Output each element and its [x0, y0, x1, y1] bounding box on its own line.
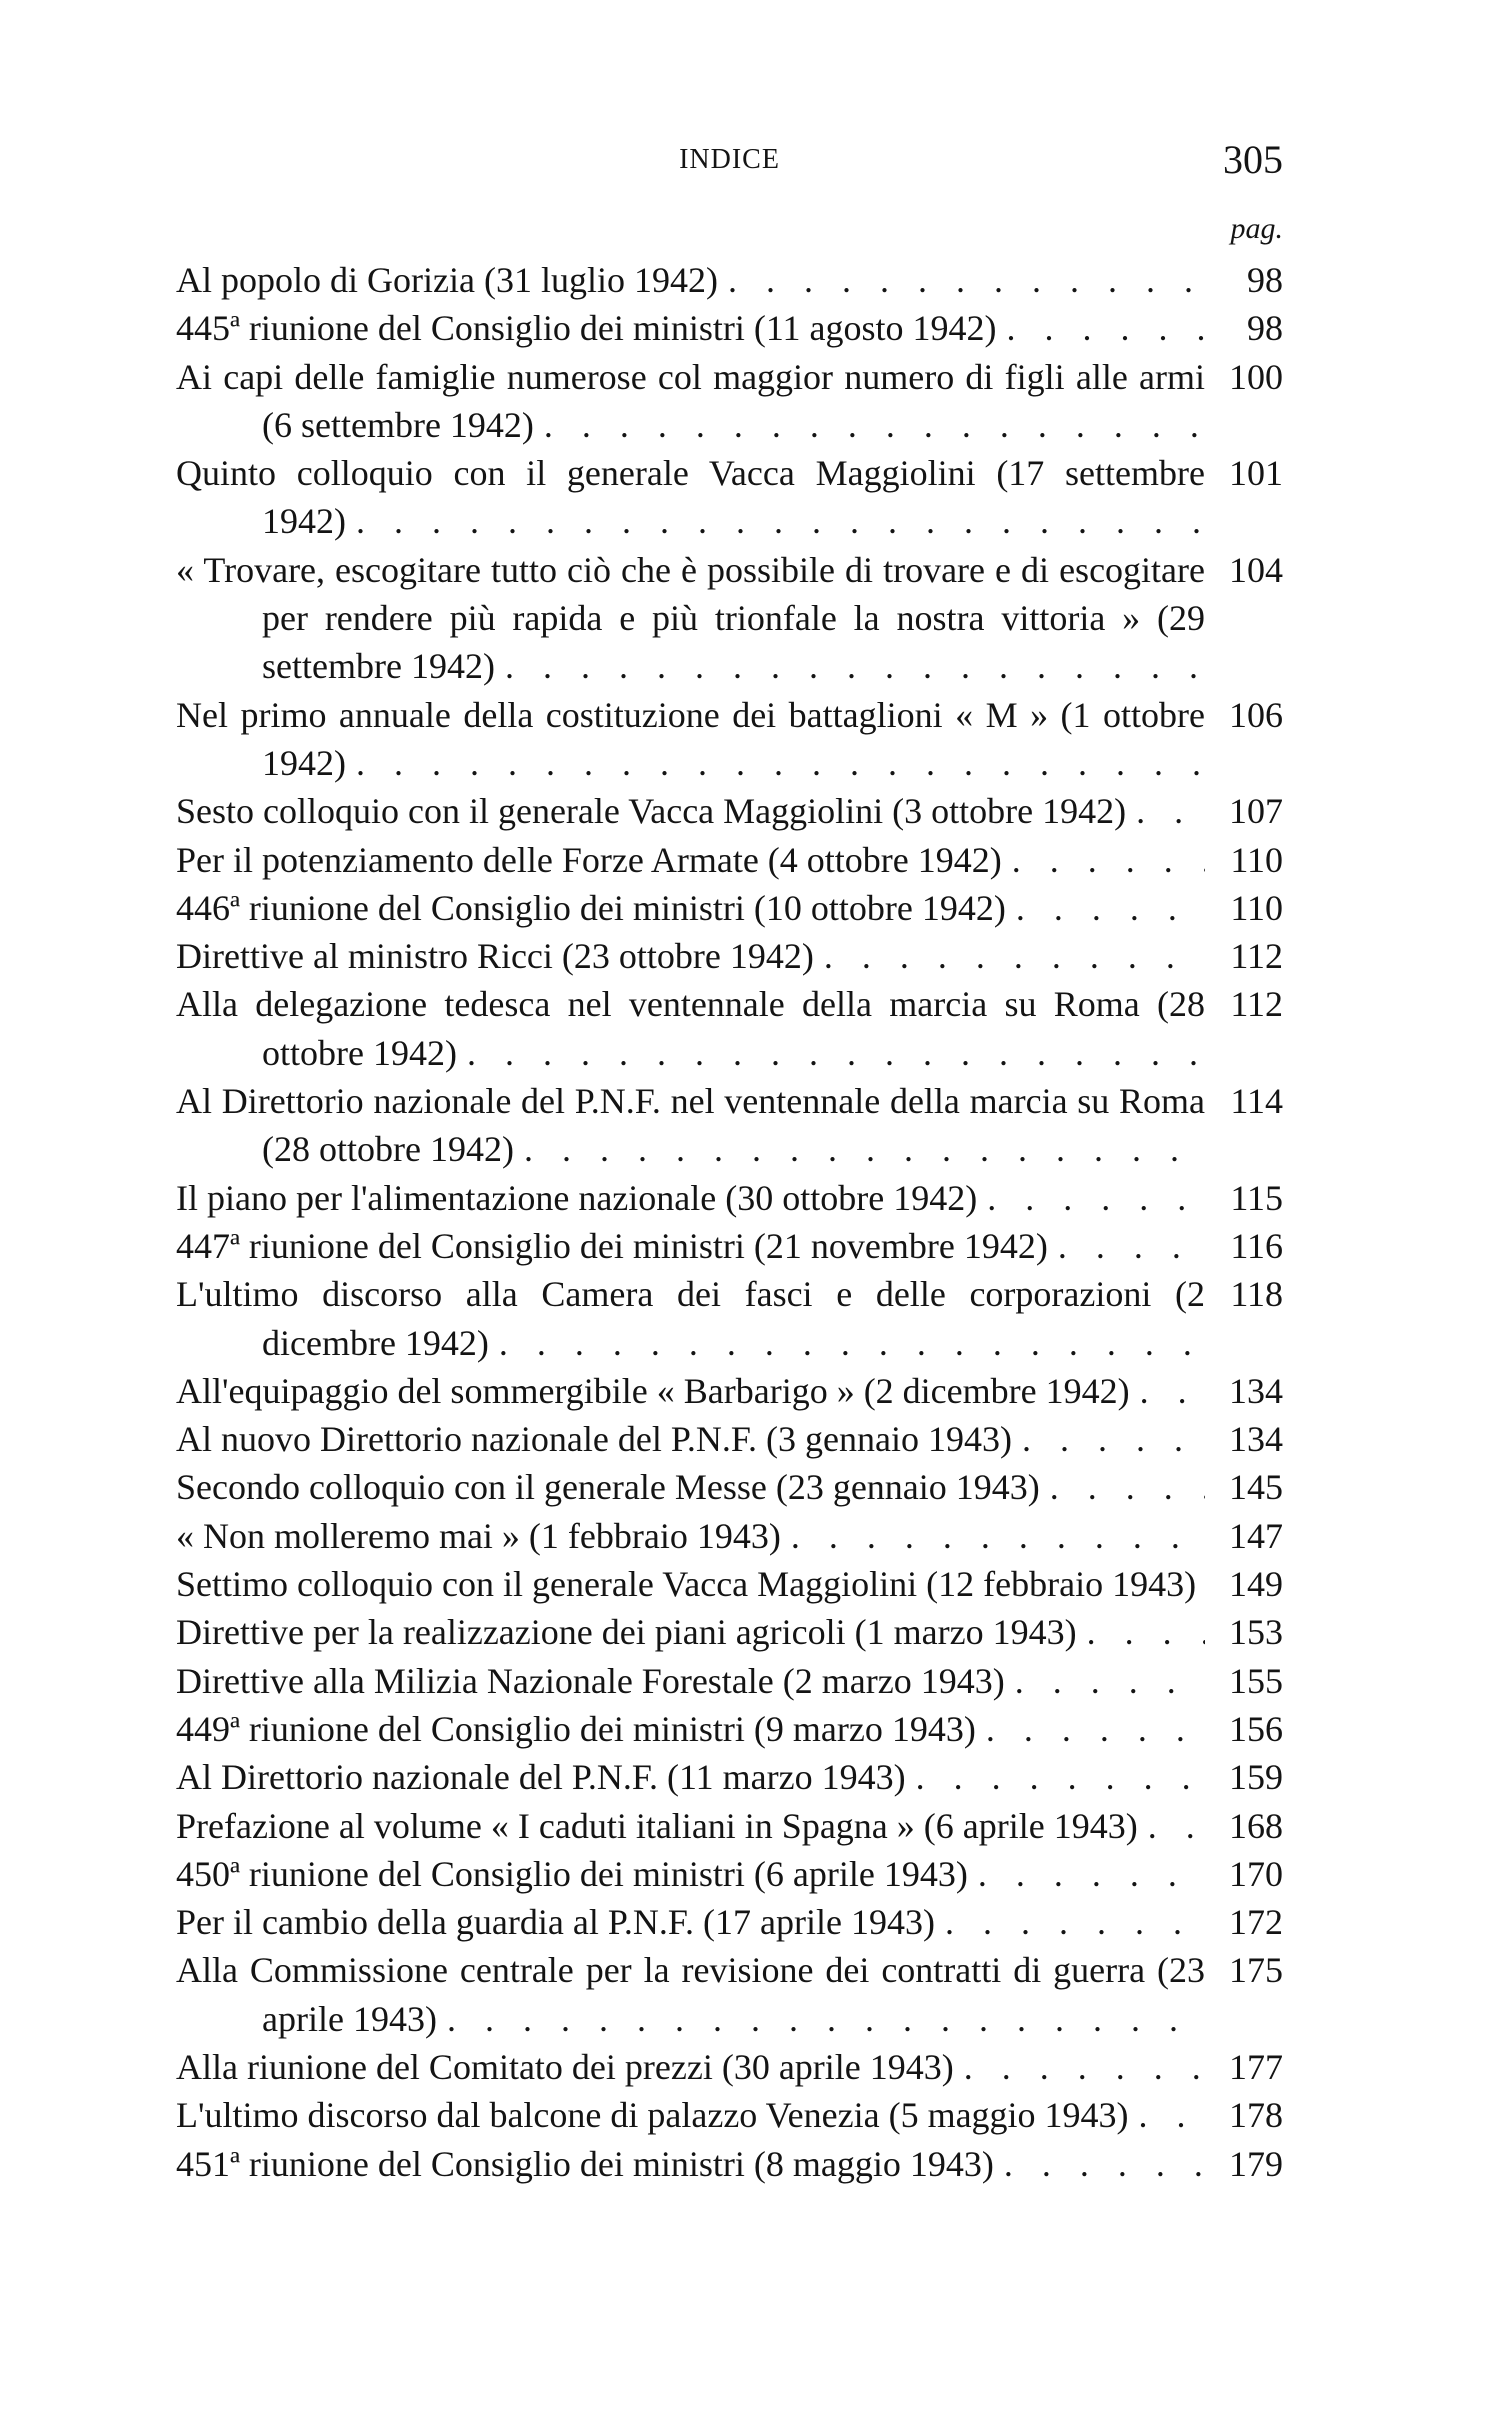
- toc-entry-title-block: [176, 1512, 1205, 1560]
- toc-entry-page: 107: [1205, 787, 1283, 835]
- toc-entry-title: 445ª riunione del Consiglio dei ministri (11 agosto 1942): [176, 308, 1003, 348]
- toc-entry-title: Per il cambio della guardia al P.N.F. (17 aprile 1943): [176, 1902, 941, 1942]
- toc-entry-page: 116: [1205, 1222, 1283, 1270]
- toc-entry-title-block: [176, 353, 1205, 450]
- toc-entry-title: Sesto colloquio con il generale Vacca Maggiolini (3 ottobre 1942): [176, 791, 1132, 831]
- toc-entry-title-block: [176, 546, 1205, 691]
- toc-entry-title: 447ª riunione del Consiglio dei ministri (21 novembre 1942): [176, 1226, 1054, 1266]
- toc-entry-title-block: [176, 304, 1205, 352]
- toc-entry-title: Al Direttorio nazionale del P.N.F. (11 marzo 1943): [176, 1757, 912, 1797]
- toc-entry-title-block: [176, 836, 1205, 884]
- toc-entry-title-block: [176, 932, 1205, 980]
- toc-entry-page: 145: [1205, 1463, 1283, 1511]
- toc-entry-title: 450ª riunione del Consiglio dei ministri (6 aprile 1943): [176, 1854, 974, 1894]
- toc-entry-page: 147: [1205, 1512, 1283, 1560]
- toc-entry-page: 172: [1205, 1898, 1283, 1946]
- toc-entry-title: Alla Commissione centrale per la revisione dei contratti di guerra (23 aprile 1943): [176, 1950, 1205, 2039]
- toc-entry-page: 115: [1205, 1174, 1283, 1222]
- toc-entry-page: 153: [1205, 1608, 1283, 1656]
- toc-entry-page: 104: [1205, 546, 1283, 594]
- toc-entry-title: Secondo colloquio con il generale Messe (23 gennaio 1943): [176, 1467, 1046, 1507]
- toc-entry: [176, 546, 1283, 691]
- toc-entry-title: Quinto colloquio con il generale Vacca Maggiolini (17 settembre 1942): [176, 453, 1205, 542]
- toc-entry: [176, 2043, 1283, 2091]
- toc-entry: [176, 884, 1283, 932]
- toc-entry-page: 118: [1205, 1270, 1283, 1318]
- toc-entry-page: 178: [1205, 2091, 1283, 2139]
- toc-entry-title: Nel primo annuale della costituzione dei battaglioni « M » (1 ottobre 1942): [176, 694, 1205, 783]
- toc-entry: [176, 2140, 1283, 2188]
- toc-entry: [176, 1415, 1283, 1463]
- toc-entry-page: 110: [1205, 884, 1283, 932]
- toc-entry: [176, 1512, 1283, 1560]
- toc-entry-title-block: [176, 1705, 1205, 1753]
- toc-entry-title: Direttive alla Milizia Nazionale Forestale (2 marzo 1943): [176, 1661, 1011, 1701]
- toc-entry: [176, 1174, 1283, 1222]
- toc-entry-title-block: [176, 1463, 1205, 1511]
- toc-entry-title-block: [176, 1415, 1205, 1463]
- toc-entry-page: 149: [1205, 1560, 1283, 1608]
- toc-entry-title: L'ultimo discorso alla Camera dei fasci e delle corporazioni (2 dicembre 1942): [176, 1274, 1205, 1363]
- table-of-contents: [176, 256, 1283, 2188]
- toc-entry: [176, 836, 1283, 884]
- toc-entry-title-block: [176, 787, 1205, 835]
- toc-entry-page: 98: [1205, 304, 1283, 352]
- toc-entry-title: Alla riunione del Comitato dei prezzi (30 aprile 1943): [176, 2047, 960, 2087]
- toc-entry-title: Direttive per la realizzazione dei piani agricoli (1 marzo 1943): [176, 1612, 1083, 1652]
- toc-entry-title-block: [176, 2043, 1205, 2091]
- toc-entry-page: 101: [1205, 449, 1283, 497]
- toc-entry-title-block: [176, 1657, 1205, 1705]
- toc-entry-title-block: [176, 1608, 1205, 1656]
- toc-entry-title: Al Direttorio nazionale del P.N.F. nel ventennale della marcia su Roma (28 ottobre 1942): [176, 1081, 1205, 1170]
- toc-entry: [176, 1270, 1283, 1367]
- toc-entry-title: Il piano per l'alimentazione nazionale (30 ottobre 1942): [176, 1178, 983, 1218]
- toc-entry-title: Per il potenziamento delle Forze Armate (4 ottobre 1942): [176, 840, 1008, 880]
- toc-entry-title: Alla delegazione tedesca nel ventennale della marcia su Roma (28 ottobre 1942): [176, 984, 1205, 1073]
- toc-entry-page: 177: [1205, 2043, 1283, 2091]
- toc-entry-title-block: [176, 1367, 1205, 1415]
- toc-entry-page: 170: [1205, 1850, 1283, 1898]
- toc-entry-title-block: [176, 1174, 1205, 1222]
- toc-entry: [176, 1657, 1283, 1705]
- toc-entry: [176, 691, 1283, 788]
- toc-entry-page: 179: [1205, 2140, 1283, 2188]
- toc-entry-title-block: [176, 1270, 1205, 1367]
- toc-entry: [176, 256, 1283, 304]
- toc-entry: [176, 1753, 1283, 1801]
- toc-entry-page: 112: [1205, 980, 1283, 1028]
- toc-entry-title-block: [176, 1850, 1205, 1898]
- toc-entry-title: Settimo colloquio con il generale Vacca Maggiolini (12 febbraio 1943): [176, 1564, 1202, 1604]
- toc-entry-title: L'ultimo discorso dal balcone di palazzo Venezia (5 maggio 1943): [176, 2095, 1135, 2135]
- toc-entry-title-block: [176, 1222, 1205, 1270]
- toc-entry: [176, 1463, 1283, 1511]
- running-title: INDICE: [679, 144, 780, 175]
- toc-entry-title-block: [176, 1753, 1205, 1801]
- toc-entry-title: 449ª riunione del Consiglio dei ministri (9 marzo 1943): [176, 1709, 982, 1749]
- toc-entry-page: 114: [1205, 1077, 1283, 1125]
- toc-entry: [176, 1946, 1283, 2043]
- toc-entry: [176, 2091, 1283, 2139]
- page-column-label: pag.: [1230, 212, 1283, 245]
- toc-entry: [176, 1367, 1283, 1415]
- toc-entry: [176, 1608, 1283, 1656]
- toc-entry-title-block: [176, 1898, 1205, 1946]
- toc-entry: [176, 1898, 1283, 1946]
- toc-entry: [176, 353, 1283, 450]
- toc-entry: [176, 1802, 1283, 1850]
- toc-entry-page: 159: [1205, 1753, 1283, 1801]
- toc-entry-title-block: [176, 1946, 1205, 2043]
- toc-entry-page: 100: [1205, 353, 1283, 401]
- toc-entry-title-block: [176, 1077, 1205, 1174]
- page-number: 305: [1223, 137, 1283, 182]
- toc-entry-title-block: [176, 691, 1205, 788]
- toc-entry-title-block: [176, 884, 1205, 932]
- toc-entry-title: All'equipaggio del sommergibile « Barbarigo » (2 dicembre 1942): [176, 1371, 1136, 1411]
- toc-entry: [176, 932, 1283, 980]
- toc-entry-title-block: [176, 2091, 1205, 2139]
- toc-entry-page: 156: [1205, 1705, 1283, 1753]
- toc-entry-title-block: [176, 256, 1205, 304]
- toc-entry-title-block: [176, 980, 1205, 1077]
- toc-entry-page: 98: [1205, 256, 1283, 304]
- toc-entry-title: Ai capi delle famiglie numerose col maggior numero di figli alle armi (6 settembre 1942): [176, 356, 1205, 445]
- toc-entry-title: 451ª riunione del Consiglio dei ministri (8 maggio 1943): [176, 2144, 1000, 2184]
- toc-entry: [176, 1077, 1283, 1174]
- toc-entry: [176, 980, 1283, 1077]
- toc-entry: [176, 1850, 1283, 1898]
- toc-entry-page: 134: [1205, 1415, 1283, 1463]
- toc-entry-title: « Trovare, escogitare tutto ciò che è possibile di trovare e di escogitare per rendere più rapida e più trionfale la nostra vittoria » (29 settembre 1942): [176, 549, 1205, 687]
- toc-entry-page: 175: [1205, 1946, 1283, 1994]
- toc-entry-title-block: [176, 449, 1205, 546]
- toc-entry: [176, 787, 1283, 835]
- page-header: [176, 136, 1283, 186]
- toc-entry: [176, 1222, 1283, 1270]
- toc-entry-title-block: [176, 2140, 1205, 2188]
- toc-entry-page: 134: [1205, 1367, 1283, 1415]
- toc-entry-title: Direttive al ministro Ricci (23 ottobre 1942): [176, 936, 820, 976]
- toc-entry-page: 112: [1205, 932, 1283, 980]
- toc-entry-title: Prefazione al volume « I caduti italiani in Spagna » (6 aprile 1943): [176, 1806, 1144, 1846]
- toc-entry-title: « Non molleremo mai » (1 febbraio 1943): [176, 1516, 787, 1556]
- toc-entry-page: 155: [1205, 1657, 1283, 1705]
- toc-entry-title: Al nuovo Direttorio nazionale del P.N.F. (3 gennaio 1943): [176, 1419, 1018, 1459]
- toc-entry-page: 106: [1205, 691, 1283, 739]
- toc-entry: [176, 1705, 1283, 1753]
- toc-entry-page: 110: [1205, 836, 1283, 884]
- toc-entry-title: Al popolo di Gorizia (31 luglio 1942): [176, 260, 724, 300]
- toc-entry-title: 446ª riunione del Consiglio dei ministri (10 ottobre 1942): [176, 888, 1012, 928]
- toc-entry: [176, 1560, 1283, 1608]
- toc-entry-title-block: [176, 1802, 1205, 1850]
- toc-entry-page: 168: [1205, 1802, 1283, 1850]
- toc-entry: [176, 304, 1283, 352]
- toc-entry: [176, 449, 1283, 546]
- toc-entry-title-block: [176, 1560, 1205, 1608]
